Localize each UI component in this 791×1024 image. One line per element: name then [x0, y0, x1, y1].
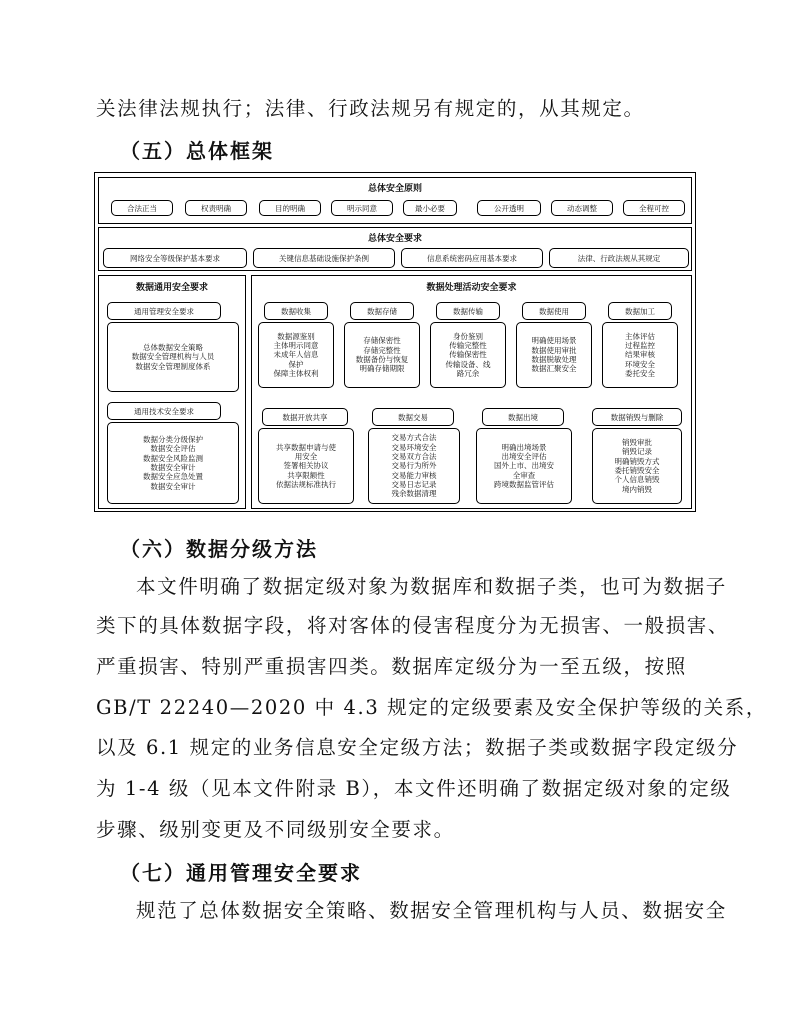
general-requirements-panel — [98, 275, 246, 509]
activity-body: 交易方式合法 交易环境安全 交易双方合法 交易行为所外 交易能力审核 交易日志记录 残余数据清理 — [368, 428, 460, 504]
section-heading-6: （六）数据分级方法 — [120, 537, 318, 561]
mgmt-title: 通用管理安全要求 — [107, 302, 221, 320]
mgmt-body: 总体数据安全策略 数据安全管理机构与人员 数据安全管理制度体系 — [107, 322, 239, 392]
requirement-item: 法律、行政法规从其规定 — [549, 248, 689, 268]
activity-title: 数据加工 — [608, 302, 672, 320]
activity-body: 销毁审批 销毁记录 明确销毁方式 委托销毁安全 个人信息销毁 境内销毁 — [592, 428, 682, 504]
activity-body: 明确出境场景 出境安全评估 国外上市、出境安 全审查 跨境数据监管评估 — [476, 428, 572, 504]
principle-item: 明示同意 — [331, 200, 393, 216]
tech-title: 通用技术安全要求 — [107, 402, 221, 420]
activity-body: 存储保密性 存储完整性 数据备份与恢复 明确存储期限 — [344, 322, 420, 388]
principle-item: 全程可控 — [623, 200, 685, 216]
requirement-item: 信息系统密码应用基本要求 — [401, 248, 543, 268]
paragraph-line: 以及 6.1 规定的业务信息安全定级方法；数据子类或数据字段定级分 — [96, 736, 739, 759]
principles-panel — [98, 177, 692, 224]
activity-body: 主体评估 过程监控 结果审核 环境安全 委托安全 — [602, 322, 678, 388]
activity-title: 数据开放共享 — [262, 408, 348, 426]
principle-item: 动态调整 — [551, 200, 613, 216]
section-heading-7: （七）通用管理安全要求 — [120, 861, 362, 885]
requirement-item: 网络安全等级保护基本要求 — [103, 248, 247, 268]
paragraph-line: 规范了总体数据安全策略、数据安全管理机构与人员、数据安全 — [136, 899, 727, 922]
general-title: 数据通用安全要求 — [135, 283, 208, 293]
requirements-panel — [98, 227, 692, 271]
requirements-title: 总体安全要求 — [367, 234, 422, 244]
processing-title: 数据处理活动安全要求 — [426, 283, 517, 293]
principle-item: 公开透明 — [477, 200, 541, 216]
activity-body: 共享数据申请与使 用安全 签署相关协议 共享限额性 依据法规标准执行 — [258, 428, 354, 504]
activity-body: 数据源鉴别 主体明示同意 未成年人信息 保护 保障主体权利 — [258, 322, 334, 388]
principle-item: 最小必要 — [403, 200, 457, 216]
section-heading-5: （五）总体框架 — [120, 139, 274, 163]
activity-body: 身份鉴别 传输完整性 传输保密性 传输设备、线 路冗余 — [430, 322, 506, 388]
activity-title: 数据存储 — [350, 302, 414, 320]
paragraph-line: GB/T 22240—2020 中 4.3 规定的定级要素及安全保护等级的关系， — [96, 696, 767, 719]
paragraph-line: 类下的具体数据字段，将对客体的侵害程度分为无损害、一般损害、 — [96, 614, 730, 637]
paragraph-line: 为 1-4 级（见本文件附录 B），本文件还明确了数据定级对象的定级 — [96, 777, 732, 800]
framework-diagram — [94, 172, 696, 512]
paragraph-line: 关法律法规执行；法律、行政法规另有规定的，从其规定。 — [96, 97, 645, 120]
activity-title: 数据交易 — [372, 408, 454, 426]
principle-item: 合法正当 — [111, 200, 173, 216]
paragraph-line: 本文件明确了数据定级对象为数据库和数据子类，也可为数据子 — [136, 575, 727, 598]
principle-item: 权责明确 — [185, 200, 247, 216]
principles-title: 总体安全原则 — [367, 184, 422, 194]
processing-panel — [251, 275, 692, 509]
paragraph-line: 严重损害、特别严重损害四类。数据库定级分为一至五级，按照 — [96, 655, 687, 678]
principle-item: 目的明确 — [259, 200, 321, 216]
tech-body: 数据分类分级保护 数据安全评估 数据安全风险监测 数据安全审计 数据安全应急处置 数据安全审计 — [107, 422, 239, 504]
activity-title: 数据出境 — [482, 408, 564, 426]
activity-title: 数据使用 — [522, 302, 586, 320]
paragraph-line: 步骤、级别变更及不同级别安全要求。 — [96, 818, 455, 841]
activity-body: 明确使用场景 数据使用审批 数据脱敏处理 数据汇聚安全 — [516, 322, 592, 388]
requirement-item: 关键信息基础设施保护条例 — [253, 248, 395, 268]
activity-title: 数据销毁与删除 — [592, 408, 682, 426]
activity-title: 数据传输 — [436, 302, 500, 320]
activity-title: 数据收集 — [264, 302, 328, 320]
